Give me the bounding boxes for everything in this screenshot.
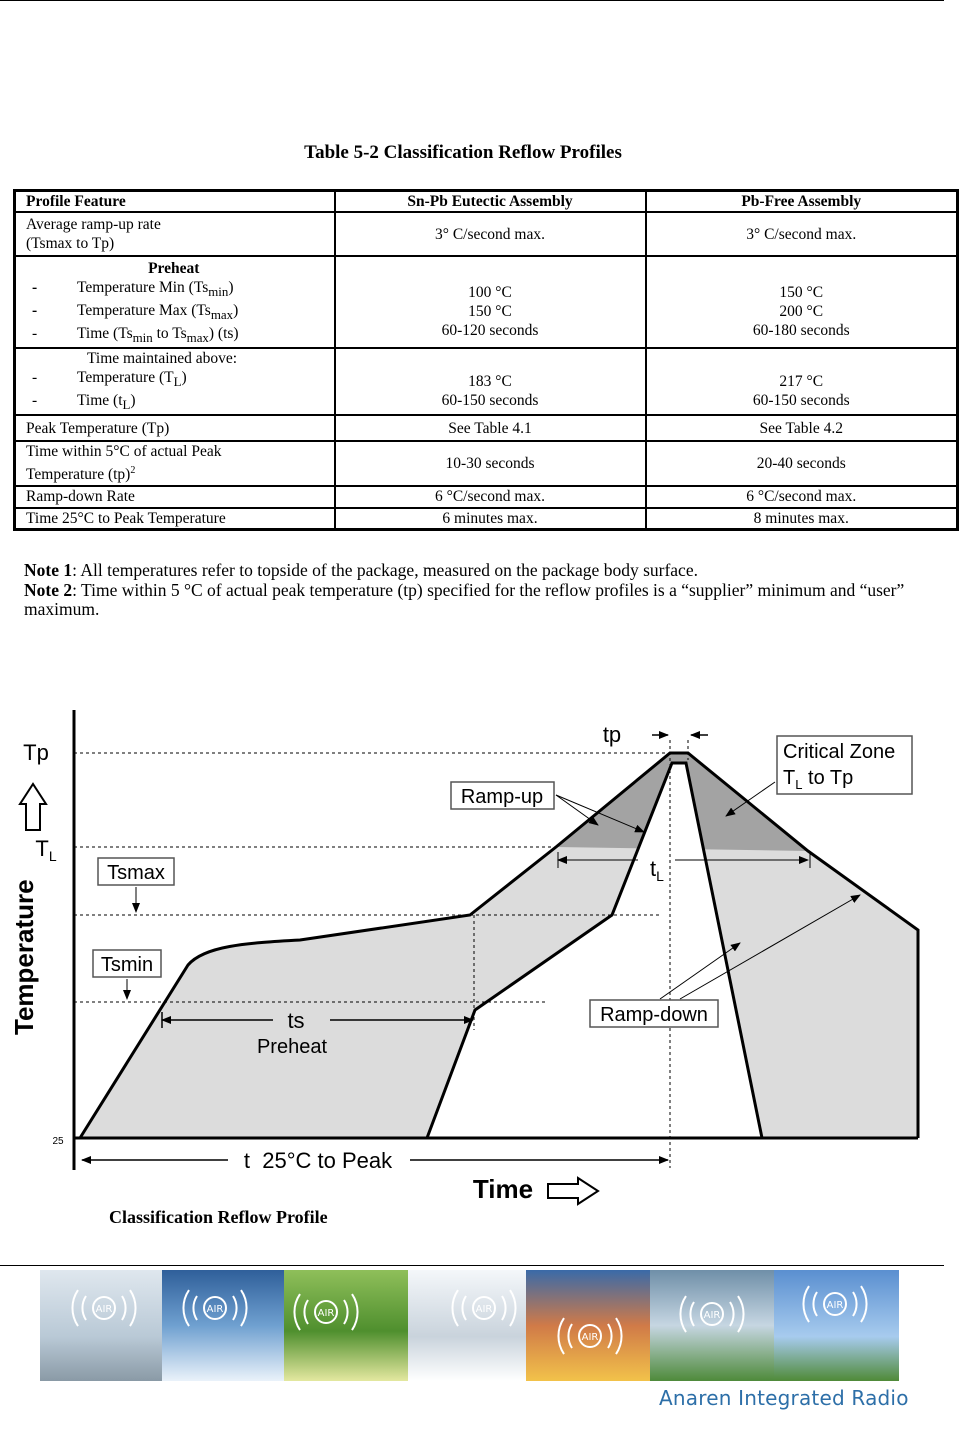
pbfree-value: 217 °C 60-150 seconds [646,348,958,415]
tsmin-label: Tsmin [100,954,154,976]
header-snpb: Sn-Pb Eutectic Assembly [335,191,646,213]
table-row [15,486,958,508]
pbfree-value: 8 minutes max. [646,508,958,530]
brand-name: Anaren Integrated Radio [659,1386,909,1410]
preheat-label: Preheat [256,1036,328,1058]
temperature-arrow-icon [20,784,46,830]
row-label: Time 25°C to Peak Temperature [15,508,335,530]
snpb-value: 6 minutes max. [335,508,646,530]
reflow-profile-table [13,189,959,531]
ramp-down-label: Ramp-down [600,1004,708,1026]
air-logo-icon [183,1290,246,1326]
tp-axis-label: Tp [23,740,49,765]
banner-logos [40,1270,899,1381]
tl-time-label: $t_L$ [650,856,664,884]
t-to-peak-label: t 25°C to Peak [243,1148,393,1173]
row-label: Time within 5°C of actual Peak Temperature (tp)$^2$ [15,441,335,485]
svg-text:AIR: AIR [826,1300,844,1311]
table-title: Table 5-2 Classification Reflow Profiles [304,142,622,163]
table-header-row [15,191,958,213]
header-pbfree: Pb-Free Assembly [646,191,958,213]
row-label: Peak Temperature (Tp) [15,415,335,441]
header-profile-feature: Profile Feature [15,191,335,213]
table-row [15,212,958,256]
table-row [15,348,958,415]
air-logo-icon [558,1318,621,1354]
air-logo-icon [803,1286,866,1322]
tp-width-label: tp [602,722,622,747]
table-row [15,256,958,348]
air-logo-icon [294,1294,357,1330]
y-25-label: 25 [52,1136,64,1147]
air-logo-icon [452,1290,515,1326]
table-row [15,415,958,441]
critical-zone-label: Critical Zone [783,741,896,763]
note-2: Note 2: Time within 5 °C of actual peak temperature (tp) specified for the reflow profiles is a “supplier” minimum and “user” maximum. [24,579,905,619]
svg-text:AIR: AIR [206,1304,224,1315]
row-label: Preheat - Temperature Min $(Ts_{min})$ - Temperature Max $(Ts_{max})$ - Time ($Ts_{min}$ to $Ts_{max}$) (ts) [15,256,335,348]
svg-text:AIR: AIR [95,1304,113,1315]
tl-axis-label: $T_L$ [35,836,57,864]
snpb-value: 183 °C 60-150 seconds [335,348,646,415]
row-label: Average ramp-up rate (Tsmax to Tp) [15,212,335,256]
note-1: Note 1: All temperatures refer to topside of the package, measured on the package body surface. [24,560,698,580]
top-rule [0,0,944,1]
svg-text:AIR: AIR [475,1304,493,1315]
table-row [15,508,958,530]
time-axis-title: Time [472,1174,534,1204]
table-row [15,441,958,485]
svg-text:AIR: AIR [317,1308,335,1319]
svg-text:AIR: AIR [703,1310,721,1321]
time-arrow-icon [548,1178,598,1204]
pbfree-value: 150 °C 200 °C 60-180 seconds [646,256,958,348]
snpb-value: 10-30 seconds [335,441,646,485]
ramp-up-label: Ramp-up [460,786,544,808]
footer-rule [0,1265,944,1266]
footer-banner [40,1270,899,1381]
air-logo-icon [680,1296,743,1332]
critical-zone-sublabel: $T_L$ to Tp [783,767,854,792]
pbfree-value: See Table 4.2 [646,415,958,441]
pbfree-value: 3° C/second max. [646,212,958,256]
reflow-profile-diagram [0,700,966,1210]
tsmax-label: Tsmax [107,862,165,884]
air-logo-icon [72,1290,135,1326]
figure-caption: Classification Reflow Profile [109,1207,328,1227]
snpb-value: 6 °C/second max. [335,486,646,508]
notes [24,561,924,620]
pbfree-value: 20-40 seconds [646,441,958,485]
pbfree-value: 6 °C/second max. [646,486,958,508]
temperature-axis-title: Temperature [9,879,39,1035]
snpb-value: 3° C/second max. [335,212,646,256]
ts-label: ts [287,1008,305,1033]
snpb-value: See Table 4.1 [335,415,646,441]
row-label: Time maintained above: - Temperature $(T_L)$ - Time $(t_L)$ [15,348,335,415]
row-label: Ramp-down Rate [15,486,335,508]
snpb-value: 100 °C 150 °C 60-120 seconds [335,256,646,348]
svg-text:AIR: AIR [581,1332,599,1343]
